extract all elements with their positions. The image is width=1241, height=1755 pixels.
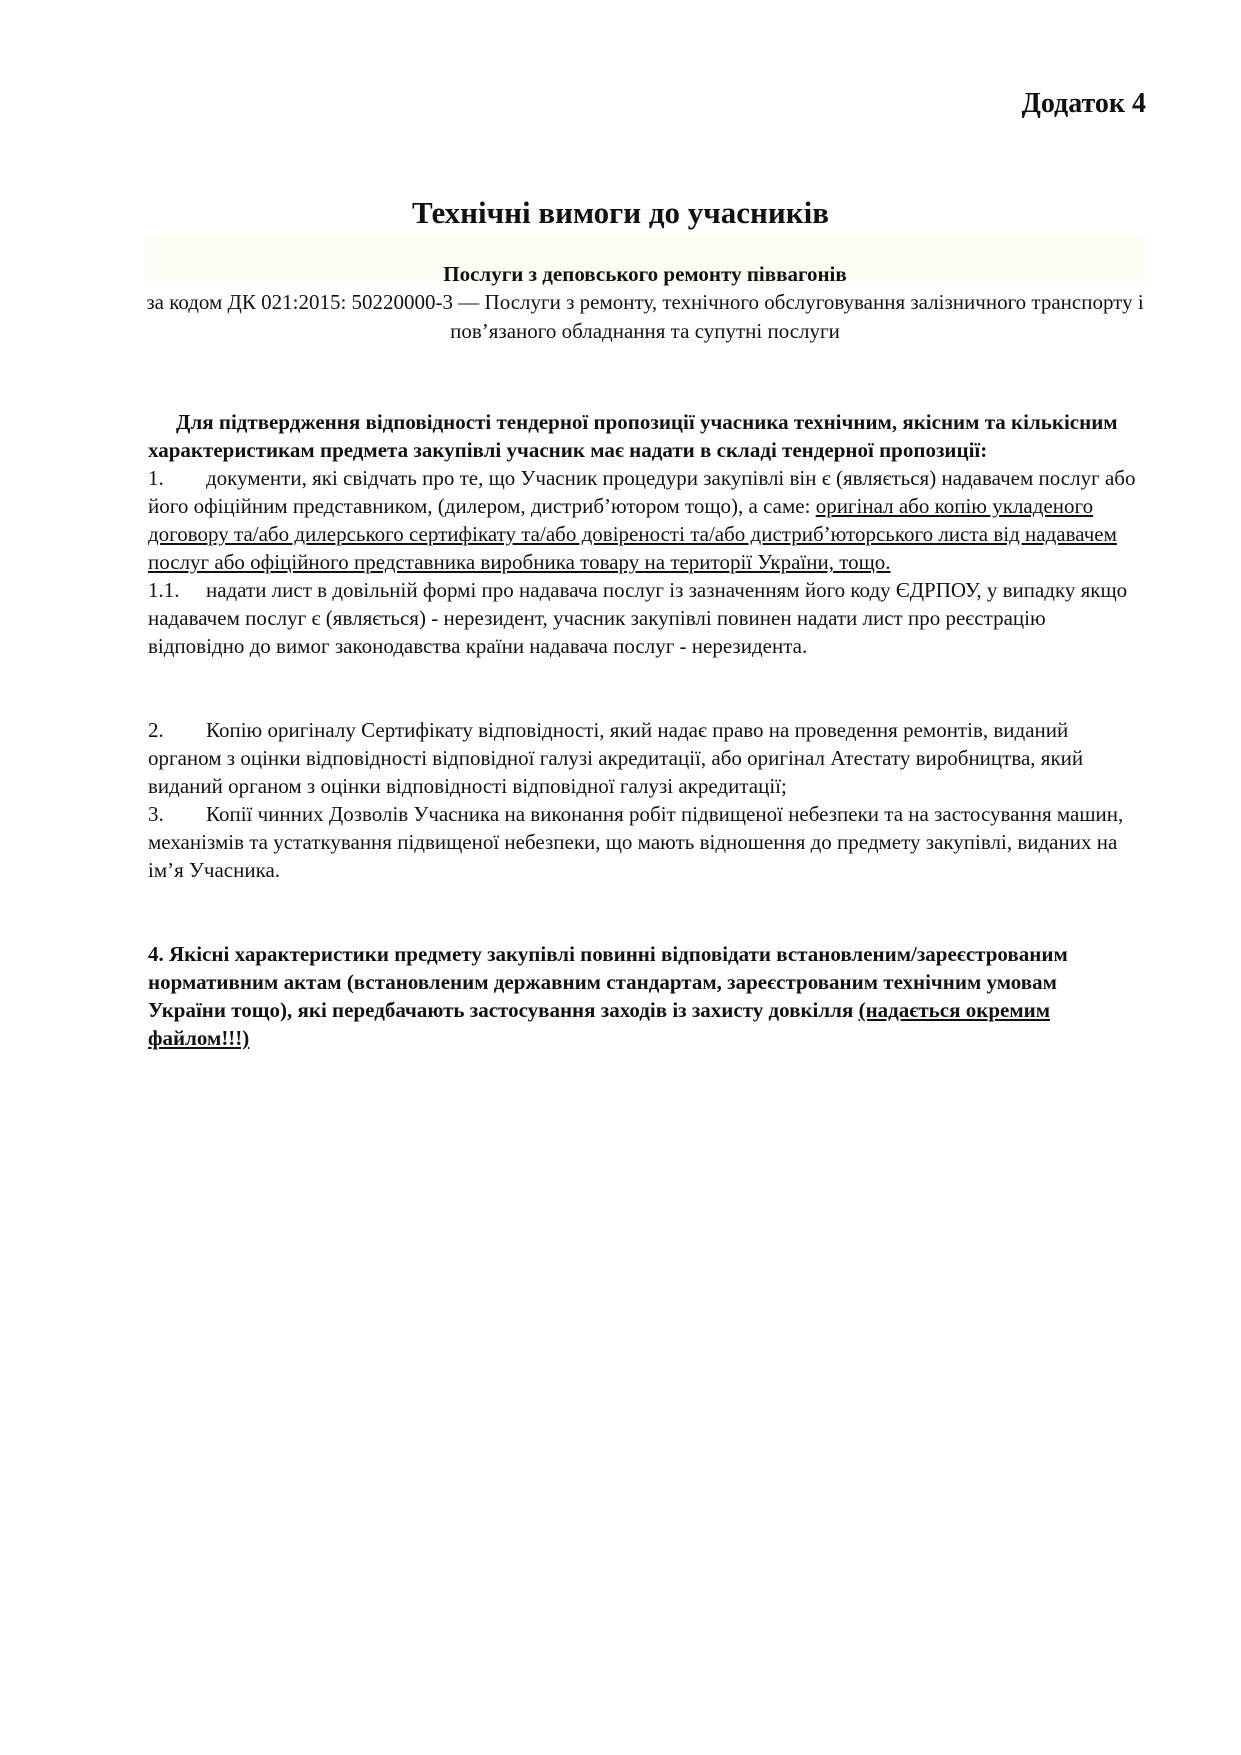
item-text: документи, які свідчать про те, що Учасник процедури закупівлі він є (являється) надавачем послуг або його офіційним представником, (дилером, дистриб’ютором тощо), а саме:: [148, 466, 1136, 518]
requirement-item-3: [148, 800, 1138, 884]
spacer: [148, 884, 1138, 940]
requirement-item-1: [148, 464, 1138, 576]
item-text: Копії чинних Дозволів Учасника на виконання робіт підвищеної небезпеки та на застосування машин, механізмів та устаткування підвищеної небезпеки, що мають відношення до предмету закупівлі, виданих на ім’я Учасника.: [148, 802, 1124, 882]
requirement-item-4: [148, 940, 1138, 1052]
item-text: 4. Якісні характеристики предмету закупівлі повинні відповідати встановленим/зареєстрованим нормативним актам (встановленим державним стандартам, зареєстрованим технічним умовам України тощо), які передбачають застосування заходів із захисту довкілля: [148, 942, 1068, 1022]
document-title: Технічні вимоги до учасників: [412, 195, 829, 230]
appendix-label: Додаток 4: [1021, 88, 1146, 119]
requirements-body: [148, 408, 1138, 1052]
item-number: 1.: [148, 466, 164, 490]
classification-code-line: за кодом ДК 021:2015: 50220000-3 — Послуги з ремонту, технічного обслуговування залізничного транспорту і пов’язаного обладнання та супутні послуги: [146, 290, 1144, 343]
spacer: [148, 660, 1138, 716]
item-text: надати лист в довільній формі про надавача послуг із зазначенням його коду ЄДРПОУ, у випадку якщо надавачем послуг є (являється) - нерезидент, учасник закупівлі повинен надати лист про реєстрацію відповідно до вимог законодавства країни надавача послуг - нерезидента.: [148, 578, 1128, 658]
item-number: 3.: [148, 802, 164, 826]
item-number: 2.: [148, 718, 164, 742]
item-underlined-text: (надається окремим файлом!!!): [148, 998, 1051, 1050]
subject-line: Послуги з деповського ремонту піввагонів: [443, 262, 847, 286]
item-underlined-text: оригінал або копію укладеного договору та/або дилерського сертифікату та/або довіреності та/або дистриб’юторського листа від надавачем послуг або офіційного представника виробника товару на території України, тощо.: [148, 494, 1117, 574]
item-number: 1.1.: [148, 578, 180, 602]
item-text: Копію оригіналу Сертифікату відповідності, який надає право на проведення ремонтів, виданий органом з оцінки відповідності відповідної галузі акредитації, або оригінал Атестату виробництва, який виданий органом з оцінки відповідності відповідної галузі акредитації;: [148, 718, 1084, 798]
requirement-item-1-1: [148, 576, 1138, 660]
intro-paragraph: Для підтвердження відповідності тендерної пропозиції учасника технічним, якісним та кількісним характеристикам предмета закупівлі учасник має надати в складі тендерної пропозиції:: [148, 410, 1118, 462]
requirement-item-2: [148, 716, 1138, 800]
